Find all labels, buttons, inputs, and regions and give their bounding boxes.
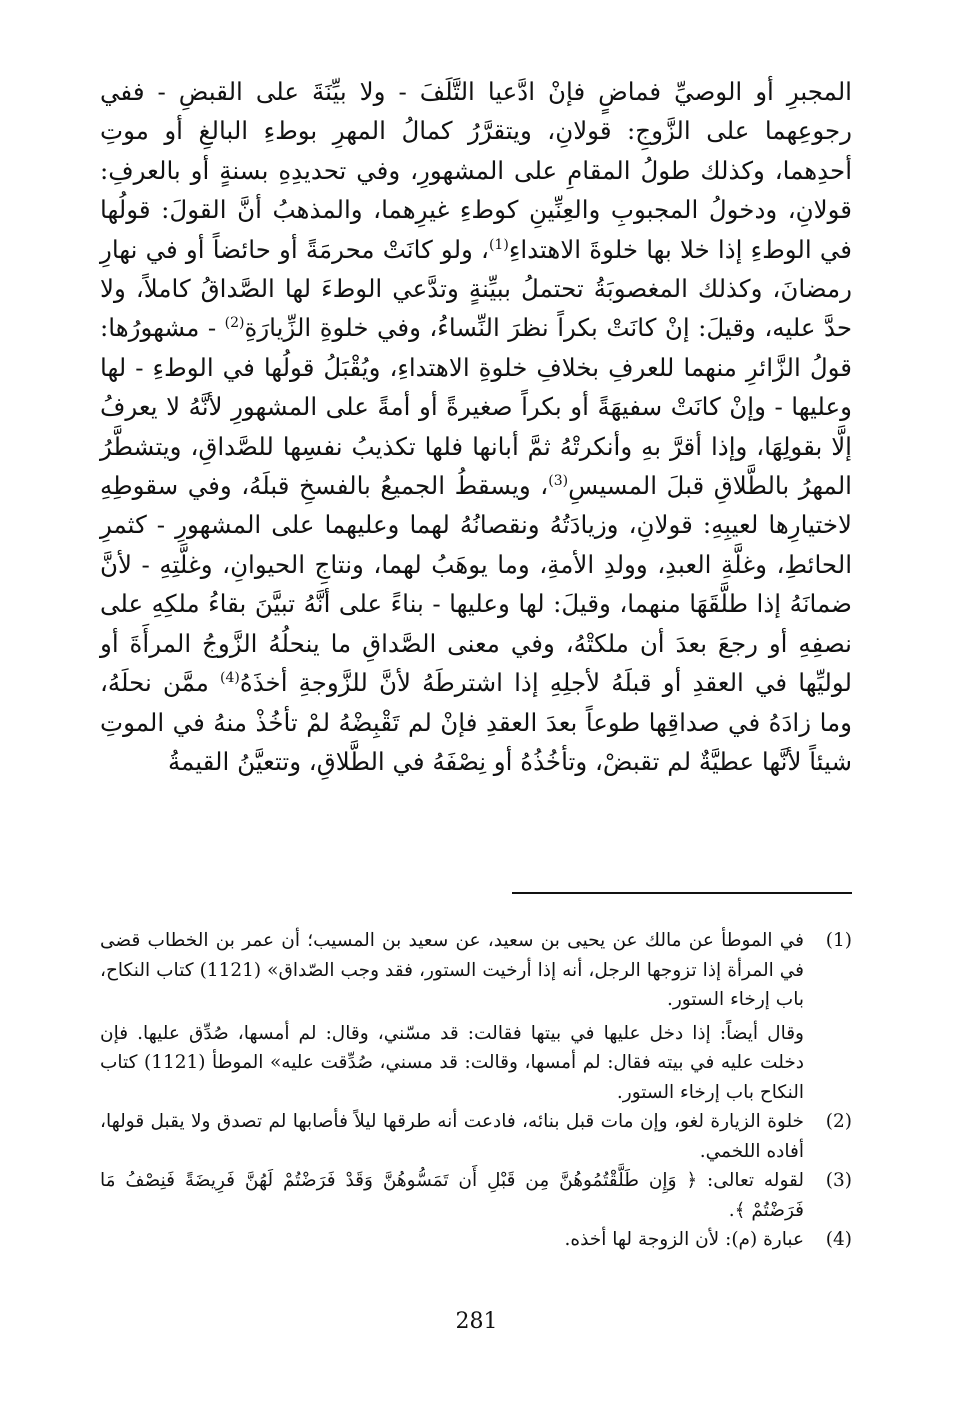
footnote-body (100, 1166, 804, 1225)
main-paragraph (100, 72, 852, 781)
footnote-1 (100, 926, 852, 1107)
footnote-number: (3) (825, 1170, 852, 1191)
footnote-paragraph: خلوة الزيارة لغو، وإن مات قبل بنائه، فادعت أنه طرقها ليلاً فأصابها لم تصدق ولا يقبل قولها، أفاده اللخمي. (100, 1111, 804, 1162)
footnote-separator (512, 892, 852, 894)
footnote-body (100, 1225, 804, 1255)
footnote-paragraph: لقوله تعالى: ﴿ وَإِن طَلَّقْتُمُوهُنَّ مِن قَبْلِ أَن تَمَسُّوهُنَّ وَقَدْ فَرَضْتُمْ لَهُنَّ فَرِيضَةً فَنِصْفُ مَا فَرَضْتُمْ ﴾. (100, 1170, 804, 1221)
footnote-2 (100, 1107, 852, 1166)
footnotes-section (100, 926, 852, 1255)
text-run: - مشهورُها: قولُ الزَّائرِ منهما للعرفِ بخلافِ خلوةِ الاهتداءِ، ويُقْبَلُ قولُها في الوطءِ - لها وعليها - وإنْ كانَتْ سفيهَةً أو بكراً صغيرةً أو أمةً على المشهورِ لأنَّهُ لا يعرفُ إلَّا بقولِهَا، وإذا أقرَّ بهِ وأنكرتْهُ ثمَّ أبانها فلها تكذيبُ نفسِها للصَّداقِ، ويتشطَّرُ المهرُ بالطَّلاقِ قبلَ المسيسِ (100, 313, 852, 501)
footnote-body (100, 926, 804, 1107)
footnote-marker-3[interactable]: (3) (548, 472, 569, 489)
footnote-marker-4[interactable]: (4) (220, 669, 240, 686)
footnote-number: (1) (825, 930, 852, 951)
text-run: ، ولو كانَتْ محرمَةً أو حائضاً أو في نهارِ رمضانَ، وكذلك المغصوبَةُ تحتملُ ببيِّنةٍ وتدَّعي الوطءَ لها الصَّداقُ كاملاً، ولا حدَّ عليه، وقيلَ: إنْ كانَتْ بكراً نظرَ النِّساءُ، وفي خلوةِ الزِّيارَةِ (100, 234, 852, 343)
text-run: ممَّن نحلَهُ، وما زادَهُ في صداقِها طوعاً بعدَ العقدِ فإنْ لم تَقْبِضْهُ لمْ تأخُذْ منهُ في الموتِ شيئاً لأنَّها عطيَّةٌ لم تقبضْ، وتأخُذُهُ أو نِصْفَهُ في الطَّلاقِ، وتتعيَّنُ القيمةُ (100, 668, 852, 776)
footnote-paragraph: عبارة (م): لأن الزوجة لها أخذه. (564, 1229, 804, 1250)
text-run: المجبرِ أو الوصيِّ فماضٍ فإنْ ادَّعيا التَّلَفَ - ولا بيِّنَةَ على القبضِ - ففي رجوعِهما على الزَّوجِ: قولانِ، ويتقرَّرُ كمالُ المهرِ بوطءِ البالغِ أو موتِ أحدِهما، وكذلك طولُ المقامِ على المشهورِ، وفي تحديدِهِ بسنةٍ أو بالعرفِ: قولانِ، ودخولُ المجبوبِ والعِنِّينِ كوطءِ غيرِهما، والمذهبُ أنَّ القولَ: قولُها في الوطءِ إذا خلا بها خلوةَ الاهتداءِ (100, 77, 853, 264)
footnote-paragraph: في الموطأ عن مالك عن يحيى بن سعيد، عن سعيد بن المسيب؛ أن عمر بن الخطاب قضى في المرأة إذا تزوجها الرجل، أنه إذا أرخيت الستور، فقد وجب الصّداق» (1121) كتاب النكاح، باب إرخاء الستور. (100, 930, 804, 1010)
footnote-number: (2) (825, 1111, 852, 1132)
page-number: 281 (455, 1309, 498, 1334)
text-run: ، ويسقطُ الجميعُ بالفسخِ قبلَهُ، وفي سقوطِهِ لاختيارِها لعيبِهِ: قولانِ، وزيادَتُهُ ونقصانُهُ لهما وعليهما على المشهورِ - كثمرِ الحائطِ، وغلَّةِ العبدِ، وولدِ الأمةِ، وما يوهَبُ لهما، ونتاجِ الحيوانِ، وغلَّتِهِ - لأنَّ ضمانَهُ إذا طلَّقَهَا منهما، وقيلَ: لها وعليها - بناءً على أنَّهُ تبيَّنَ بقاءُ ملكِهِ على نصفِهِ أو رجعَ بعدَ أن ملكتْهُ، وفي معنى الصَّداقِ ما ينحلُهُ الزَّوجُ المرأَةَ أو لوليِّها في العقدِ أو قبلَهُ لأجلِهِ إذا اشترطَهُ لأنَّ للزَّوجةِ أخذَهُ (100, 471, 852, 698)
footnote-3 (100, 1166, 852, 1225)
footnote-4 (100, 1225, 852, 1255)
footnote-body (100, 1107, 804, 1166)
footnote-paragraph: وقال أيضاً: إذا دخل عليها في بيتها فقالت: قد مسّني، وقال: لم أمسها، صُدِّق عليها. فإن دخلت عليه في بيته فقال: لم أمسها، وقالت: قد مسني، صُدِّقت عليه» الموطأ (1121) كتاب النكاح باب إرخاء الستور. (100, 1022, 804, 1103)
footnote-marker-1[interactable]: (1) (488, 236, 509, 253)
footnote-number: (4) (825, 1229, 852, 1250)
main-text (100, 72, 852, 781)
footnote-marker-2[interactable]: (2) (224, 315, 245, 332)
